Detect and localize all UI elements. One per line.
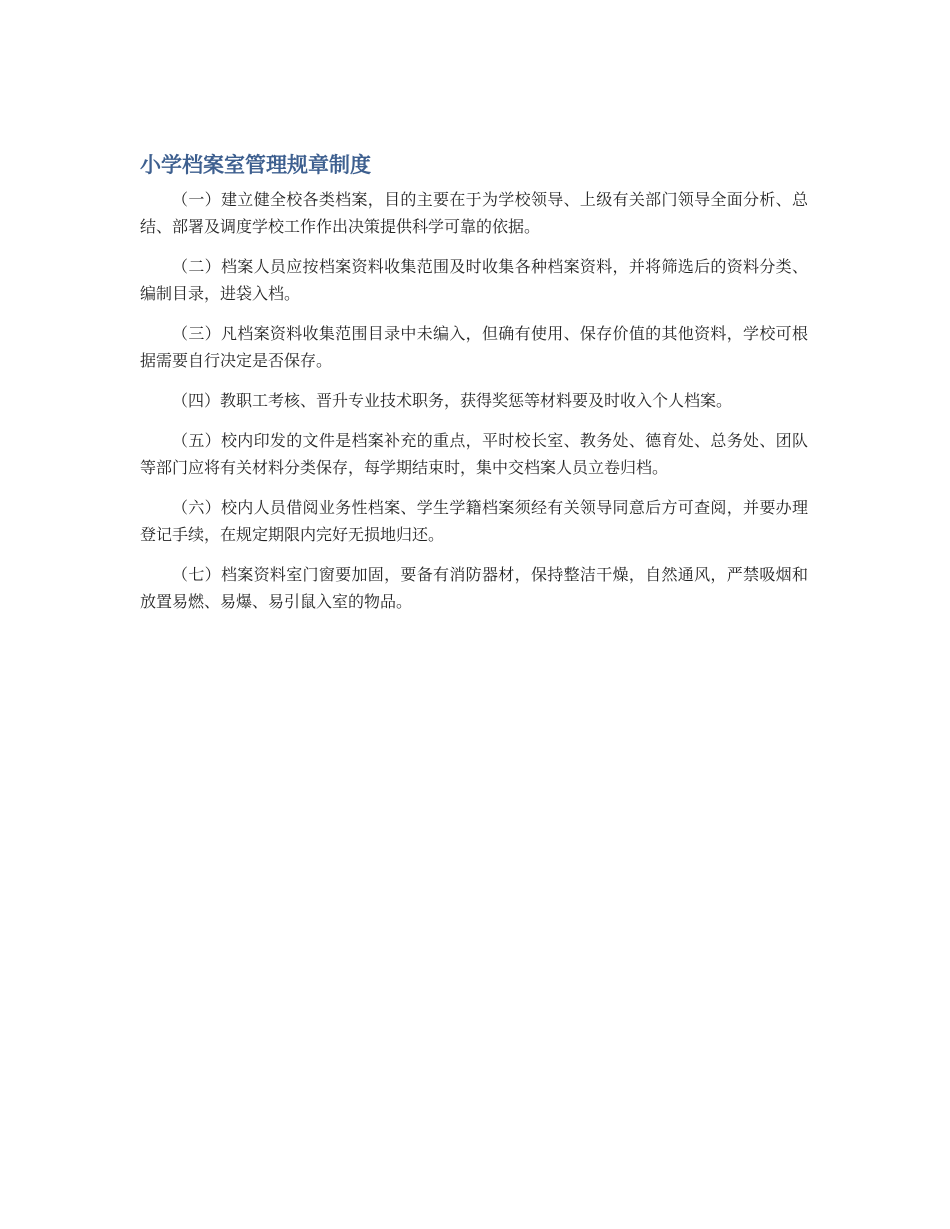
- paragraph-2: （二）档案人员应按档案资料收集范围及时收集各种档案资料，并将筛选后的资料分类、编制目录，进袋入档。: [140, 257, 808, 303]
- paragraph-4: （四）教职工考核、晋升专业技术职务，获得奖惩等材料要及时收入个人档案。: [172, 391, 733, 410]
- document-title: 小学档案室管理规章制度: [140, 153, 371, 177]
- paragraph-6: （六）校内人员借阅业务性档案、学生学籍档案须经有关领导同意后方可查阅，并要办理登记手续，在规定期限内完好无损地归还。: [140, 498, 808, 544]
- paragraph-1: （一）建立健全校各类档案，目的主要在于为学校领导、上级有关部门领导全面分析、总结、部署及调度学校工作作出决策提供科学可靠的依据。: [140, 190, 808, 236]
- paragraph-7: （七）档案资料室门窗要加固，要备有消防器材，保持整洁干燥，自然通风，严禁吸烟和放置易燃、易爆、易引鼠入室的物品。: [140, 565, 808, 611]
- document-content: [140, 150, 808, 628]
- paragraph-3: （三）凡档案资料收集范围目录中未编入，但确有使用、保存价值的其他资料，学校可根据需要自行决定是否保存。: [140, 324, 808, 370]
- paragraph-5: （五）校内印发的文件是档案补充的重点，平时校长室、教务处、德育处、总务处、团队等部门应将有关材料分类保存，每学期结束时，集中交档案人员立卷归档。: [140, 431, 808, 477]
